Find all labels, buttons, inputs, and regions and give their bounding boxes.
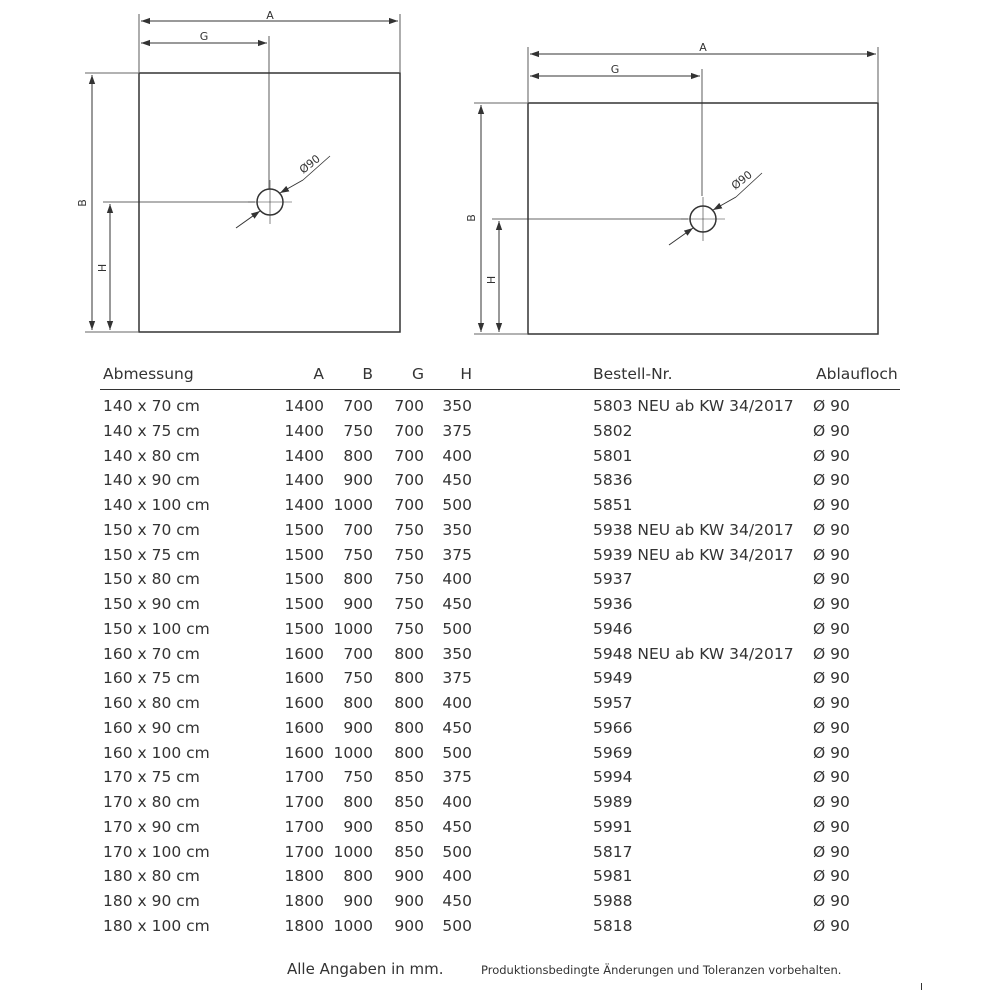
cell-a: 1600 xyxy=(284,644,324,663)
table-row xyxy=(0,617,1000,642)
cell-g: 750 xyxy=(394,619,424,638)
cell-dimension: 170 x 90 cm xyxy=(103,817,200,836)
cell-h: 400 xyxy=(442,570,472,589)
cell-drain: Ø 90 xyxy=(813,446,850,465)
drawing-rect-tray xyxy=(474,47,878,334)
header-g: G xyxy=(411,365,424,383)
cell-order-no: 5938 NEU ab KW 34/2017 xyxy=(593,520,794,539)
cell-order-no: 5937 xyxy=(593,570,633,589)
table-header xyxy=(0,362,1000,387)
cell-h: 350 xyxy=(442,520,472,539)
label-g: G xyxy=(199,30,209,43)
label-g: G xyxy=(610,63,620,76)
header-a: A xyxy=(313,365,324,383)
cell-drain: Ø 90 xyxy=(813,694,850,712)
cell-g: 750 xyxy=(394,545,424,564)
cell-g: 800 xyxy=(394,669,424,688)
cell-drain: Ø 90 xyxy=(813,520,850,539)
cell-g: 800 xyxy=(394,743,424,762)
cell-drain: Ø 90 xyxy=(813,496,850,514)
cell-g: 700 xyxy=(394,421,424,440)
cell-g: 700 xyxy=(394,471,424,490)
header-order-no: Bestell-Nr. xyxy=(593,365,673,383)
cell-b: 750 xyxy=(343,669,373,688)
cell-order-no: 5957 xyxy=(593,694,633,712)
table-row xyxy=(0,567,1000,592)
cell-b: 1000 xyxy=(333,842,373,861)
cell-a: 1800 xyxy=(284,867,324,886)
table-row xyxy=(0,493,1000,518)
cell-order-no: 5948 NEU ab KW 34/2017 xyxy=(593,644,794,663)
cell-a: 1600 xyxy=(284,694,324,712)
drawing-square-tray xyxy=(85,14,400,332)
cell-b: 800 xyxy=(343,793,373,811)
cell-dimension: 150 x 70 cm xyxy=(103,520,200,539)
cell-a: 1500 xyxy=(284,619,324,638)
cell-h: 375 xyxy=(442,421,472,440)
cell-h: 500 xyxy=(442,619,472,638)
cell-order-no: 5949 xyxy=(593,669,633,688)
technical-drawings xyxy=(0,0,1000,360)
diameter-leader xyxy=(236,211,260,228)
cell-order-no: 5936 xyxy=(593,595,633,613)
cell-a: 1700 xyxy=(284,817,324,836)
cell-h: 375 xyxy=(442,669,472,688)
cell-g: 900 xyxy=(394,916,424,935)
cell-order-no: 5989 xyxy=(593,793,633,811)
cell-g: 750 xyxy=(394,570,424,589)
cell-order-no: 5801 xyxy=(593,446,633,465)
table-row xyxy=(0,914,1000,939)
cell-a: 1600 xyxy=(284,669,324,688)
cell-b: 800 xyxy=(343,694,373,712)
cell-drain: Ø 90 xyxy=(813,817,850,836)
cell-b: 1000 xyxy=(333,619,373,638)
drawing-square-labels xyxy=(76,9,323,272)
cell-g: 850 xyxy=(394,768,424,787)
cell-order-no: 5991 xyxy=(593,817,633,836)
cell-drain: Ø 90 xyxy=(813,768,850,787)
cell-drain: Ø 90 xyxy=(813,545,850,564)
cell-order-no: 5818 xyxy=(593,916,633,935)
cell-b: 800 xyxy=(343,446,373,465)
cell-b: 700 xyxy=(343,520,373,539)
label-b: B xyxy=(465,214,478,222)
cell-h: 500 xyxy=(442,743,472,762)
cell-drain: Ø 90 xyxy=(813,619,850,638)
crop-mark xyxy=(921,983,922,990)
cell-order-no: 5946 xyxy=(593,619,633,638)
cell-g: 800 xyxy=(394,694,424,712)
cell-a: 1500 xyxy=(284,570,324,589)
cell-order-no: 5969 xyxy=(593,743,633,762)
cell-b: 900 xyxy=(343,817,373,836)
cell-h: 375 xyxy=(442,768,472,787)
cell-a: 1700 xyxy=(284,793,324,811)
cell-order-no: 5802 xyxy=(593,421,633,440)
cell-b: 900 xyxy=(343,718,373,737)
cell-h: 450 xyxy=(442,718,472,737)
cell-a: 1500 xyxy=(284,520,324,539)
cell-b: 1000 xyxy=(333,916,373,935)
cell-dimension: 160 x 75 cm xyxy=(103,669,200,688)
table-row xyxy=(0,468,1000,493)
cell-a: 1400 xyxy=(284,471,324,490)
cell-a: 1700 xyxy=(284,842,324,861)
cell-drain: Ø 90 xyxy=(813,644,850,663)
cell-g: 850 xyxy=(394,817,424,836)
cell-a: 1600 xyxy=(284,743,324,762)
label-h: H xyxy=(96,263,109,273)
cell-a: 1800 xyxy=(284,916,324,935)
cell-a: 1400 xyxy=(284,446,324,465)
cell-g: 750 xyxy=(394,595,424,613)
cell-h: 350 xyxy=(442,397,472,415)
cell-drain: Ø 90 xyxy=(813,397,850,415)
cell-dimension: 140 x 75 cm xyxy=(103,421,200,440)
cell-h: 450 xyxy=(442,471,472,490)
cell-dimension: 140 x 80 cm xyxy=(103,446,200,465)
header-h: H xyxy=(460,365,472,383)
cell-b: 1000 xyxy=(333,743,373,762)
cell-h: 500 xyxy=(442,916,472,935)
cell-dimension: 170 x 80 cm xyxy=(103,793,200,811)
cell-b: 800 xyxy=(343,867,373,886)
cell-g: 800 xyxy=(394,644,424,663)
cell-dimension: 180 x 80 cm xyxy=(103,867,200,886)
cell-dimension: 140 x 90 cm xyxy=(103,471,200,490)
cell-drain: Ø 90 xyxy=(813,867,850,886)
cell-dimension: 150 x 80 cm xyxy=(103,570,200,589)
cell-dimension: 150 x 100 cm xyxy=(103,619,210,638)
table-row xyxy=(0,840,1000,865)
drawing-rect-labels xyxy=(465,41,755,284)
cell-dimension: 170 x 75 cm xyxy=(103,768,200,787)
cell-g: 850 xyxy=(394,842,424,861)
table-row xyxy=(0,691,1000,716)
cell-order-no: 5817 xyxy=(593,842,633,861)
cell-dimension: 140 x 70 cm xyxy=(103,397,200,415)
table-row xyxy=(0,543,1000,568)
cell-dimension: 160 x 70 cm xyxy=(103,644,200,663)
cell-b: 800 xyxy=(343,570,373,589)
cell-drain: Ø 90 xyxy=(813,916,850,935)
footnote-disclaimer: Produktionsbedingte Änderungen und Toleranzen vorbehalten. xyxy=(481,963,842,977)
cell-order-no: 5966 xyxy=(593,718,633,737)
cell-g: 900 xyxy=(394,892,424,910)
cell-g: 900 xyxy=(394,867,424,886)
cell-g: 700 xyxy=(394,496,424,514)
table-row xyxy=(0,444,1000,469)
cell-dimension: 180 x 100 cm xyxy=(103,916,210,935)
label-diameter: Ø90 xyxy=(296,152,323,177)
table-row xyxy=(0,765,1000,790)
table-row xyxy=(0,741,1000,766)
cell-dimension: 160 x 80 cm xyxy=(103,694,200,712)
header-rule xyxy=(100,389,900,390)
cell-order-no: 5994 xyxy=(593,768,633,787)
cell-a: 1400 xyxy=(284,421,324,440)
header-dimension: Abmessung xyxy=(103,365,194,383)
cell-g: 850 xyxy=(394,793,424,811)
cell-a: 1600 xyxy=(284,718,324,737)
cell-drain: Ø 90 xyxy=(813,595,850,613)
label-h: H xyxy=(485,275,498,285)
table-row xyxy=(0,666,1000,691)
table-row xyxy=(0,889,1000,914)
cell-g: 700 xyxy=(394,446,424,465)
cell-drain: Ø 90 xyxy=(813,570,850,589)
label-diameter: Ø90 xyxy=(728,168,755,193)
cell-h: 500 xyxy=(442,842,472,861)
cell-a: 1400 xyxy=(284,496,324,514)
cell-dimension: 150 x 75 cm xyxy=(103,545,200,564)
cell-h: 400 xyxy=(442,793,472,811)
cell-drain: Ø 90 xyxy=(813,743,850,762)
cell-dimension: 150 x 90 cm xyxy=(103,595,200,613)
cell-drain: Ø 90 xyxy=(813,718,850,737)
cell-b: 750 xyxy=(343,545,373,564)
cell-h: 450 xyxy=(442,817,472,836)
cell-g: 800 xyxy=(394,718,424,737)
cell-dimension: 160 x 90 cm xyxy=(103,718,200,737)
cell-h: 450 xyxy=(442,595,472,613)
header-b: B xyxy=(362,365,373,383)
table-row xyxy=(0,419,1000,444)
cell-dimension: 170 x 100 cm xyxy=(103,842,210,861)
cell-order-no: 5939 NEU ab KW 34/2017 xyxy=(593,545,794,564)
cell-b: 1000 xyxy=(333,496,373,514)
label-b: B xyxy=(76,199,89,207)
cell-b: 900 xyxy=(343,471,373,490)
cell-order-no: 5803 NEU ab KW 34/2017 xyxy=(593,397,794,415)
cell-g: 750 xyxy=(394,520,424,539)
cell-h: 400 xyxy=(442,446,472,465)
cell-h: 400 xyxy=(442,694,472,712)
header-drain: Ablaufloch xyxy=(816,365,898,383)
cell-dimension: 160 x 100 cm xyxy=(103,743,210,762)
table-row xyxy=(0,790,1000,815)
diameter-leader xyxy=(669,228,693,245)
cell-g: 700 xyxy=(394,397,424,415)
cell-b: 750 xyxy=(343,421,373,440)
cell-h: 500 xyxy=(442,496,472,514)
cell-a: 1500 xyxy=(284,595,324,613)
table-row xyxy=(0,815,1000,840)
cell-drain: Ø 90 xyxy=(813,793,850,811)
cell-drain: Ø 90 xyxy=(813,892,850,910)
table-row xyxy=(0,864,1000,889)
cell-dimension: 140 x 100 cm xyxy=(103,496,210,514)
cell-order-no: 5988 xyxy=(593,892,633,910)
cell-a: 1500 xyxy=(284,545,324,564)
cell-a: 1800 xyxy=(284,892,324,910)
cell-order-no: 5981 xyxy=(593,867,633,886)
table-row xyxy=(0,394,1000,419)
footnote-units: Alle Angaben in mm. xyxy=(287,960,444,978)
cell-dimension: 180 x 90 cm xyxy=(103,892,200,910)
cell-a: 1700 xyxy=(284,768,324,787)
cell-h: 450 xyxy=(442,892,472,910)
table-row xyxy=(0,642,1000,667)
cell-b: 900 xyxy=(343,595,373,613)
label-a: A xyxy=(699,41,707,54)
cell-order-no: 5836 xyxy=(593,471,633,490)
cell-h: 400 xyxy=(442,867,472,886)
cell-h: 350 xyxy=(442,644,472,663)
label-a: A xyxy=(266,9,274,22)
cell-h: 375 xyxy=(442,545,472,564)
cell-drain: Ø 90 xyxy=(813,471,850,490)
table-row xyxy=(0,592,1000,617)
table-row xyxy=(0,716,1000,741)
cell-drain: Ø 90 xyxy=(813,669,850,688)
cell-b: 700 xyxy=(343,397,373,415)
cell-b: 750 xyxy=(343,768,373,787)
cell-b: 700 xyxy=(343,644,373,663)
cell-order-no: 5851 xyxy=(593,496,633,514)
cell-drain: Ø 90 xyxy=(813,842,850,861)
table-row xyxy=(0,518,1000,543)
cell-a: 1400 xyxy=(284,397,324,415)
cell-b: 900 xyxy=(343,892,373,910)
cell-drain: Ø 90 xyxy=(813,421,850,440)
